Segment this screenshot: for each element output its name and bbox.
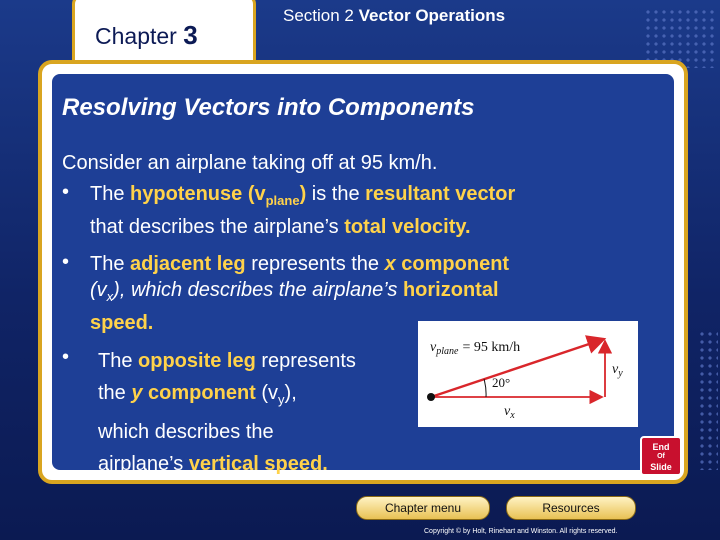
highlight: component — [142, 382, 256, 404]
chapter-menu-button[interactable]: Chapter menu — [356, 496, 490, 520]
highlight: component — [395, 253, 510, 275]
subscript: y — [278, 392, 285, 407]
highlight: vertical speed. — [188, 453, 328, 475]
section-title: Vector Operations — [358, 6, 506, 25]
origin-dot — [427, 393, 435, 401]
bullet-3-marker: • — [62, 346, 70, 368]
highlight: horizontal — [402, 279, 499, 301]
chapter-number: 3 — [183, 20, 198, 50]
text: airplane’s — [98, 453, 189, 475]
text: (v — [255, 382, 279, 404]
angle-label: 20° — [492, 375, 511, 390]
angle-arc — [484, 379, 486, 397]
copyright-text: Copyright © by Holt, Rinehart and Winston. All rights reserved. — [424, 528, 618, 535]
y-label: $v_y$ — [612, 362, 623, 379]
bullet-2-marker: • — [62, 251, 70, 273]
section-label — [283, 6, 505, 26]
bullet-1-marker: • — [62, 181, 70, 203]
slide-title: Resolving Vectors into Components — [62, 94, 475, 121]
highlight: speed. — [90, 312, 154, 334]
x-label: $v_x$ — [504, 404, 515, 421]
hyp-label: $v_{plane} = 95$ km/h — [430, 340, 521, 357]
chapter-word: Chapter — [95, 23, 177, 49]
highlight: hypotenuse (v — [130, 183, 266, 205]
highlight: resultant vector — [365, 183, 516, 205]
highlight: opposite leg — [138, 350, 256, 372]
of-text: Of — [657, 453, 665, 460]
chapter-label — [95, 20, 198, 51]
text: represents — [255, 350, 356, 372]
highlight: ) — [299, 183, 307, 205]
text: represents the — [245, 253, 385, 275]
text: is the — [306, 183, 366, 205]
slide-text: Slide — [650, 462, 672, 472]
decorative-dots-right — [698, 330, 718, 470]
vector-diagram — [418, 321, 638, 427]
section-number: Section 2 — [283, 6, 354, 25]
text: (v — [90, 279, 107, 301]
text: The — [90, 253, 131, 275]
italic-x: x — [384, 253, 396, 275]
end-text: End — [652, 442, 670, 452]
bullet-1-text — [90, 181, 650, 240]
text: ), which describes the airplane’s — [113, 279, 403, 301]
bullet-3-text — [98, 345, 418, 480]
highlight: adjacent leg — [130, 253, 246, 275]
text: which describes the — [98, 421, 274, 443]
text: The — [98, 350, 139, 372]
vector-diagram-svg — [418, 321, 638, 427]
intro-text: Consider an airplane taking off at 95 km/h. — [62, 152, 438, 174]
end-of-slide-button[interactable] — [640, 436, 682, 476]
text: ), — [284, 382, 297, 404]
text: the — [98, 382, 132, 404]
highlight: total velocity. — [344, 216, 471, 238]
text: The — [90, 183, 131, 205]
subscript: x — [106, 289, 114, 304]
subscript: plane — [265, 193, 300, 208]
italic-y: y — [131, 382, 143, 404]
decorative-dots — [644, 8, 714, 68]
text: that describes the airplane’s — [90, 216, 345, 238]
resources-button[interactable]: Resources — [506, 496, 636, 520]
